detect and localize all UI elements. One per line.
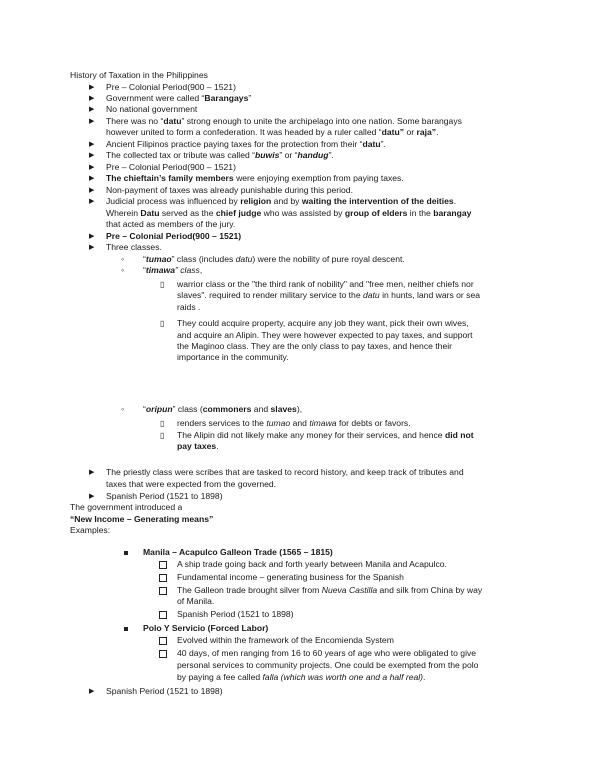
arrow-bullet-icon: ▶ xyxy=(89,688,95,695)
checkbox-bullet-icon xyxy=(159,637,167,645)
list-item: Government were called “Barangays” xyxy=(106,93,252,103)
list-item: “tumao” class (includes datu) were the nobility of pure royal descent. xyxy=(143,254,405,264)
list-item: The priestly class were scribes that are tasked to record history, and keep track of tributes and xyxy=(106,467,464,477)
list-item-continuation: importance in the community. xyxy=(177,352,289,362)
arrow-bullet-icon: ▶ xyxy=(89,233,95,240)
list-item: The Alipin did not likely make any money for their services, and hence did not xyxy=(177,430,474,440)
list-item-continuation: Wherein Datu served as the chief judge who was assisted by group of elders in the barangay xyxy=(106,208,472,218)
list-item-continuation: the Maginoo class. They are the only class to pay taxes, and hence their xyxy=(177,341,452,351)
paragraph: Examples: xyxy=(70,525,111,535)
checkbox-bullet-icon xyxy=(159,587,167,595)
box-bullet-icon: ▯ xyxy=(160,431,165,440)
list-item: Manila – Acapulco Galleon Trade (1565 – 1815) xyxy=(143,547,333,557)
checkbox-bullet-icon xyxy=(159,574,167,582)
list-item-continuation: pay taxes. xyxy=(177,441,219,451)
circle-bullet-icon: ◦ xyxy=(121,265,125,275)
circle-bullet-icon: ◦ xyxy=(121,404,125,414)
checkbox-bullet-icon xyxy=(159,650,167,658)
list-item: Ancient Filipinos practice paying taxes for the protection from their “datu”. xyxy=(106,139,386,149)
list-item: The Galleon trade brought silver from Nueva Castilla and silk from China by way xyxy=(177,585,483,595)
list-item: “oripun” class (commoners and slaves), xyxy=(143,404,303,414)
list-item: Evolved within the framework of the Encomienda System xyxy=(177,635,394,645)
document-title: History of Taxation in the Philippines xyxy=(70,70,208,80)
arrow-bullet-icon: ▶ xyxy=(89,469,95,476)
arrow-bullet-icon: ▶ xyxy=(89,493,95,500)
list-item: Three classes. xyxy=(106,242,162,252)
arrow-bullet-icon: ▶ xyxy=(89,84,95,91)
list-item: The collected tax or tribute was called “buwis” or “handug”. xyxy=(106,150,334,160)
arrow-bullet-icon: ▶ xyxy=(89,118,95,125)
list-item: There was no “datu” strong enough to unite the archipelago into one nation. Some barangays xyxy=(106,116,462,126)
list-item-continuation: taxes that were expected from the governed. xyxy=(106,479,277,489)
list-item: Pre – Colonial Period(900 – 1521) xyxy=(106,231,242,241)
list-item: Non-payment of taxes was already punishable during this period. xyxy=(106,185,353,195)
list-item: Fundamental income – generating business for the Spanish xyxy=(177,572,404,582)
list-item: warrior class or the "the third rank of nobility" and "free men, neither chiefs nor xyxy=(177,279,474,289)
arrow-bullet-icon: ▶ xyxy=(89,164,95,171)
list-item: Pre – Colonial Period(900 – 1521) xyxy=(106,82,236,92)
arrow-bullet-icon: ▶ xyxy=(89,152,95,159)
list-item-continuation: of Manila. xyxy=(177,596,215,606)
list-item-continuation: personal services to community projects. One could be exempted from the polo xyxy=(177,660,479,670)
checkbox-bullet-icon xyxy=(159,561,167,569)
arrow-bullet-icon: ▶ xyxy=(89,106,95,113)
box-bullet-icon: ▯ xyxy=(160,319,165,328)
checkbox-bullet-icon xyxy=(159,611,167,619)
list-item: renders services to the tumao and timawa for debts or favors. xyxy=(177,418,411,428)
arrow-bullet-icon: ▶ xyxy=(89,141,95,148)
paragraph: The government introduced a xyxy=(70,502,183,512)
list-item: Spanish Period (1521 to 1898) xyxy=(106,491,223,501)
list-item: 40 days, of men ranging from 16 to 60 years of age who were obligated to give xyxy=(177,648,477,658)
list-item: They could acquire property, acquire any job they want, pick their own wives, xyxy=(177,318,469,328)
circle-bullet-icon: ◦ xyxy=(121,254,125,264)
list-item-continuation: however united to form a confederation. It was headed by a ruler called “datu” or raja”. xyxy=(106,127,439,137)
list-item-continuation: that acted as members of the jury. xyxy=(106,219,236,229)
square-bullet-icon xyxy=(124,551,128,555)
arrow-bullet-icon: ▶ xyxy=(89,187,95,194)
list-item: A ship trade going back and forth yearly between Manila and Acapulco. xyxy=(177,559,447,569)
box-bullet-icon: ▯ xyxy=(160,280,165,289)
arrow-bullet-icon: ▶ xyxy=(89,95,95,102)
list-item: No national government xyxy=(106,104,198,114)
list-item: Pre – Colonial Period(900 – 1521) xyxy=(106,162,236,172)
list-item: Judicial process was influenced by religion and by waiting the intervention of the deities. xyxy=(106,196,457,206)
list-item: The chieftain’s family members were enjoying exemption from paying taxes. xyxy=(106,173,404,183)
arrow-bullet-icon: ▶ xyxy=(89,244,95,251)
list-item: Spanish Period (1521 to 1898) xyxy=(106,686,223,696)
list-item-continuation: and acquire an Alipin. They were however expected to pay taxes, and support xyxy=(177,330,473,340)
box-bullet-icon: ▯ xyxy=(160,419,165,428)
list-item: Polo Y Servicio (Forced Labor) xyxy=(143,623,269,633)
paragraph-heading: “New Income – Generating means” xyxy=(70,514,214,524)
list-item-continuation: raids . xyxy=(177,302,201,312)
list-item: “timawa” class, xyxy=(143,265,203,275)
arrow-bullet-icon: ▶ xyxy=(89,175,95,182)
square-bullet-icon xyxy=(124,627,128,631)
arrow-bullet-icon: ▶ xyxy=(89,198,95,205)
list-item: Spanish Period (1521 to 1898) xyxy=(177,609,294,619)
list-item-continuation: by paying a fee called falla (which was worth one and a half real). xyxy=(177,672,426,682)
list-item-continuation: slaves". required to render military service to the datu in hunts, land wars or sea xyxy=(177,290,481,300)
